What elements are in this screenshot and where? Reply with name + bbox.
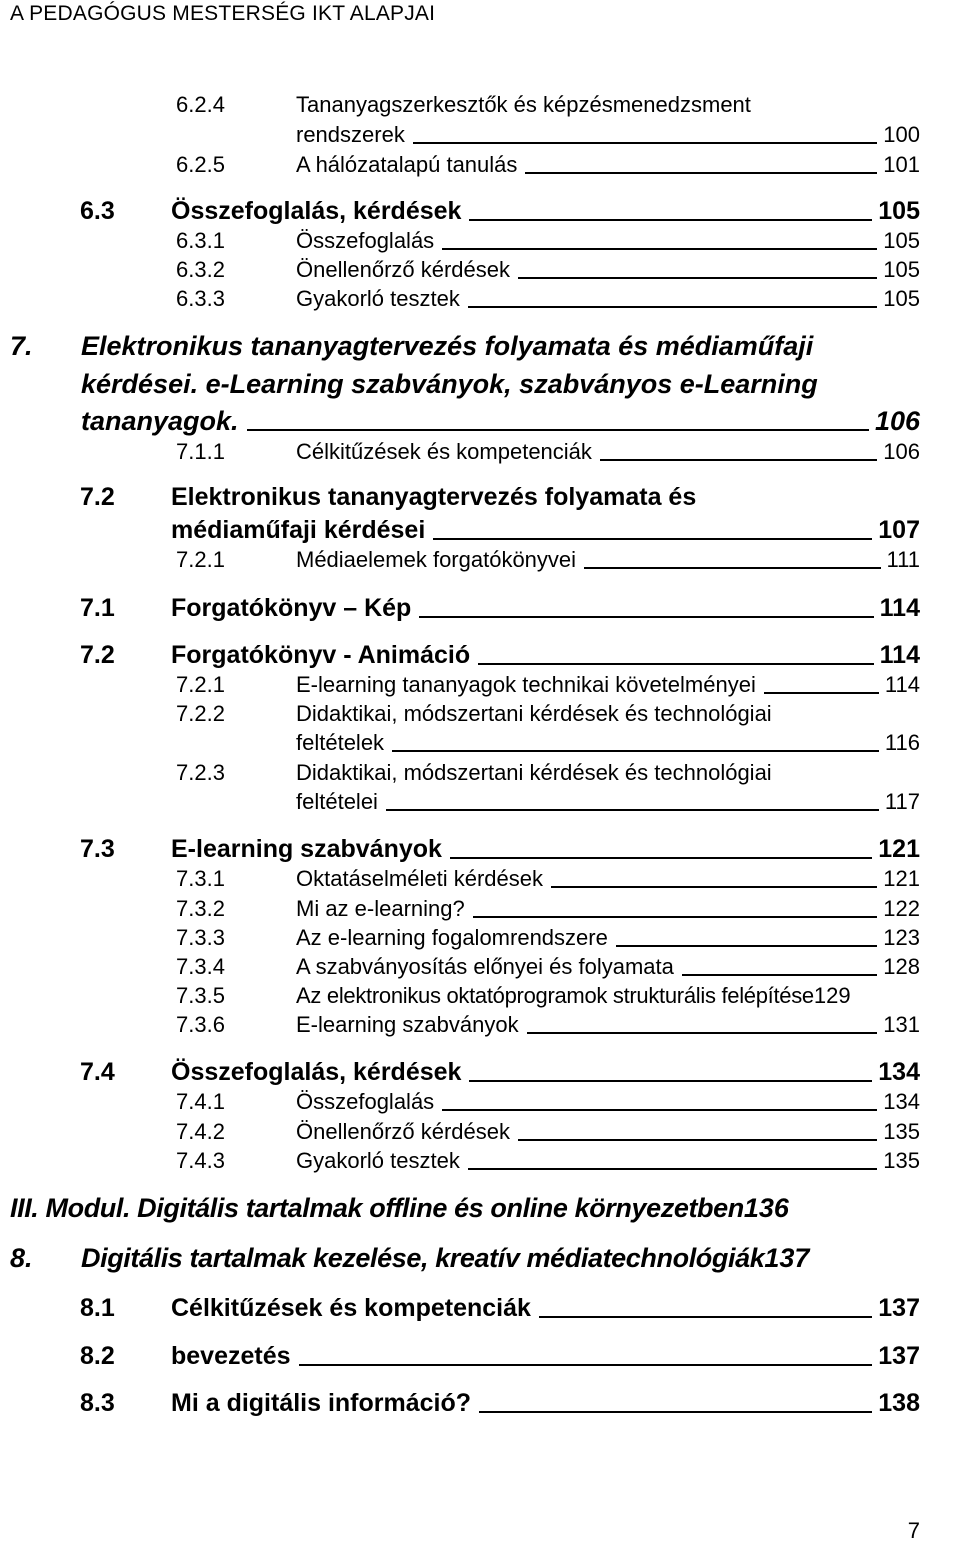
toc-leader-line	[386, 809, 879, 811]
toc-entry	[176, 864, 920, 892]
toc-entry-number: 7.3.2	[176, 896, 225, 921]
toc-entry	[176, 1087, 920, 1115]
toc-entry-title: E-learning szabványok	[171, 835, 442, 863]
toc-leader-line	[468, 1168, 877, 1170]
toc-entry	[176, 981, 956, 1009]
toc-leader-line	[469, 1080, 872, 1082]
toc-leader-line	[473, 916, 878, 918]
toc-entry	[80, 830, 920, 864]
toc-entry-title: tananyagok.	[81, 406, 239, 436]
toc-leader-line	[433, 538, 872, 540]
toc-leader-line	[468, 306, 877, 308]
toc-entry	[80, 1384, 920, 1418]
toc-leader-line	[600, 459, 877, 461]
toc-leader-line	[518, 1139, 877, 1141]
toc-entry-title: Összefoglalás, kérdések	[171, 1058, 462, 1086]
toc-entry	[176, 150, 920, 178]
toc-leader-line	[616, 945, 877, 947]
toc-entry	[176, 1010, 920, 1038]
toc-entry-title: Elektronikus tananyagtervezés folyamata és	[171, 483, 697, 511]
toc-entry-continuation	[296, 728, 920, 756]
toc-entry-number: 7.3	[80, 835, 115, 863]
toc-entry	[80, 478, 920, 512]
toc-entry-title: III. Modul. Digitális tartalmak offline és online környezetben	[10, 1193, 744, 1223]
toc-entry-page: 135	[883, 1148, 920, 1173]
toc-entry-page: 106	[874, 406, 920, 436]
toc-entry-page: 136	[743, 1193, 789, 1223]
toc-leader-line	[764, 692, 879, 694]
page-number: 7	[907, 1518, 920, 1543]
toc-entry-page: 134	[883, 1089, 920, 1114]
toc-entry-title: rendszerek	[296, 122, 405, 147]
toc-entry-number: 7.3.6	[176, 1012, 225, 1037]
toc-entry-number: 7.3.4	[176, 954, 225, 979]
toc-entry-page: 114	[884, 672, 920, 697]
toc-entry-number: 7.4.3	[176, 1148, 225, 1173]
toc-entry-page: 137	[764, 1243, 810, 1273]
toc-entry-number: 6.2.4	[176, 92, 225, 117]
toc-leader-line	[442, 248, 877, 250]
toc-leader-line	[479, 1411, 872, 1413]
toc-entry	[176, 699, 920, 727]
page-header-title: A PEDAGÓGUS MESTERSÉG IKT ALAPJAI	[10, 2, 436, 25]
toc-entry-title: A szabványosítás előnyei és folyamata	[296, 954, 674, 979]
toc-entry-title: Didaktikai, módszertani kérdések és technológiai	[296, 760, 772, 785]
toc-entry-page: 123	[883, 925, 920, 950]
toc-entry	[80, 589, 920, 623]
toc-entry-page: 135	[883, 1119, 920, 1144]
toc-entry-title: Elektronikus tananyagtervezés folyamata és médiaműfaji	[81, 331, 814, 361]
toc-entry-title: E-learning tananyagok technikai követelményei	[296, 672, 756, 697]
toc-entry-title: Összefoglalás	[296, 228, 435, 253]
toc-entry-title: Az elektronikus oktatóprogramok strukturális felépítése	[296, 983, 814, 1008]
toc-entry	[176, 1117, 920, 1145]
toc-leader-line	[392, 750, 879, 752]
toc-entry-page: 121	[883, 866, 920, 891]
toc-entry-number: 8.2	[80, 1342, 115, 1370]
toc-entry-number: 6.3.2	[176, 257, 225, 282]
toc-entry-title: feltételek	[296, 730, 385, 755]
toc-entry-continuation	[296, 120, 920, 148]
toc-entry-title: Összefoglalás	[296, 1089, 435, 1114]
toc-entry-number: 8.	[10, 1243, 33, 1273]
toc-entry-page: 101	[883, 152, 920, 177]
toc-entry-title: Médiaelemek forgatókönyvei	[296, 547, 577, 572]
toc-entry-continuation	[81, 401, 920, 437]
toc-entry-page: 137	[878, 1294, 920, 1322]
toc-leader-line	[442, 1109, 877, 1111]
toc-entry	[176, 226, 920, 254]
toc-entry-title: Tananyagszerkesztők és képzésmenedzsment	[296, 92, 751, 117]
toc-leader-line	[299, 1364, 873, 1366]
toc-entry	[176, 923, 920, 951]
toc-entry-number: 7.2.2	[176, 701, 225, 726]
toc-entry	[80, 636, 920, 670]
toc-entry-page: 105	[878, 197, 920, 225]
toc-entry	[80, 192, 920, 226]
toc-entry	[176, 284, 920, 312]
toc-leader-line	[413, 142, 877, 144]
toc-entry-page: 117	[884, 789, 920, 814]
toc-entry-page: 129	[813, 983, 851, 1008]
toc-entry	[176, 1146, 920, 1174]
toc-entry-title: A hálózatalapú tanulás	[296, 152, 518, 177]
toc-entry	[176, 894, 920, 922]
toc-entry-title: Mi az e-learning?	[296, 896, 465, 921]
toc-entry-title: Didaktikai, módszertani kérdések és technológiai	[296, 701, 772, 726]
toc-entry-number: 6.3.1	[176, 228, 225, 253]
toc-entry-page: 105	[883, 257, 920, 282]
toc-entry-number: 7.2.3	[176, 760, 225, 785]
toc-entry	[176, 952, 920, 980]
toc-chapter-entry	[10, 326, 920, 362]
toc-entry-title: Az e-learning fogalomrendszere	[296, 925, 608, 950]
toc-chapter-entry	[10, 1238, 920, 1274]
toc-entry-page: 111	[886, 547, 920, 572]
toc-entry	[176, 90, 920, 118]
toc-entry-number: 7.3.3	[176, 925, 225, 950]
toc-entry-title: Célkitűzések és kompetenciák	[171, 1294, 531, 1322]
toc-entry	[80, 1337, 920, 1371]
toc-entry-title: Forgatókönyv - Animáció	[171, 641, 471, 669]
toc-entry-page: 134	[878, 1058, 920, 1086]
toc-entry-number: 7.4.2	[176, 1119, 225, 1144]
toc-leader-line	[247, 429, 869, 431]
toc-leader-line	[478, 663, 874, 665]
toc-leader-line	[551, 886, 877, 888]
toc-entry	[80, 1289, 920, 1323]
toc-entry-number: 6.2.5	[176, 152, 225, 177]
toc-entry-page: 121	[878, 835, 920, 863]
toc-entry-number: 8.3	[80, 1389, 115, 1417]
toc-entry-title: E-learning szabványok	[296, 1012, 519, 1037]
toc-entry-page: 131	[883, 1012, 920, 1037]
toc-entry-number: 7.2.1	[176, 672, 225, 697]
toc-leader-line	[584, 567, 881, 569]
toc-entry-number: 7.1	[80, 594, 115, 622]
toc-entry-number: 7.2	[80, 483, 115, 511]
toc-entry-page: 122	[883, 896, 920, 921]
toc-entry	[80, 1053, 920, 1087]
toc-entry-number: 7.2	[80, 641, 115, 669]
toc-entry-continuation	[296, 787, 920, 815]
toc-entry-number: 7.4.1	[176, 1089, 225, 1114]
toc-entry-title: Önellenőrző kérdések	[296, 1119, 511, 1144]
toc-entry-title: feltételei	[296, 789, 378, 814]
toc-entry-number: 7.	[10, 331, 33, 361]
toc-entry-title: Digitális tartalmak kezelése, kreatív médiatechnológiák	[81, 1243, 765, 1273]
toc-leader-line	[419, 616, 873, 618]
toc-leader-line	[525, 172, 877, 174]
toc-entry-page: 114	[879, 641, 920, 669]
toc-leader-line	[469, 219, 872, 221]
toc-entry	[176, 670, 920, 698]
toc-entry-number: 7.3.5	[176, 983, 225, 1008]
toc-entry-title: Gyakorló tesztek	[296, 1148, 460, 1173]
toc-entry	[176, 758, 920, 786]
toc-entry-title: bevezetés	[171, 1342, 291, 1370]
toc-entry-number: 8.1	[80, 1294, 115, 1322]
toc-entry-number: 7.4	[80, 1058, 115, 1086]
toc-entry-title: kérdései. e-Learning szabványok, szabványos e-Learning	[81, 369, 818, 399]
toc-entry-continuation	[81, 364, 920, 400]
toc-entry-page: 105	[883, 286, 920, 311]
toc-entry-number: 7.1.1	[176, 439, 225, 464]
toc-entry-page: 107	[878, 516, 920, 544]
toc-entry-title: médiaműfaji kérdései	[171, 516, 426, 544]
toc-leader-line	[450, 857, 872, 859]
toc-entry-title: Mi a digitális információ?	[171, 1389, 472, 1417]
toc-entry-page: 116	[884, 730, 920, 755]
toc-entry-page: 114	[879, 594, 920, 622]
toc-entry-page: 128	[883, 954, 920, 979]
toc-entry	[176, 437, 920, 465]
toc-leader-line	[527, 1032, 878, 1034]
toc-entry-number: 7.2.1	[176, 547, 225, 572]
toc-entry-number: 6.3.3	[176, 286, 225, 311]
toc-entry-page: 106	[883, 439, 920, 464]
toc-entry	[176, 255, 920, 283]
toc-entry-number: 6.3	[80, 197, 115, 225]
toc-leader-line	[518, 277, 877, 279]
toc-leader-line	[539, 1316, 872, 1318]
toc-entry-title: Oktatáselméleti kérdések	[296, 866, 543, 891]
toc-module-entry	[10, 1188, 920, 1224]
toc-entry-title: Összefoglalás, kérdések	[171, 197, 462, 225]
toc-entry-continuation	[171, 511, 920, 545]
toc-entry-title: Önellenőrző kérdések	[296, 257, 511, 282]
toc-entry-number: 7.3.1	[176, 866, 225, 891]
toc-entry-title: Forgatókönyv – Kép	[171, 594, 412, 622]
toc-entry-page: 138	[878, 1389, 920, 1417]
toc-leader-line	[682, 974, 877, 976]
toc-entry-page: 105	[883, 228, 920, 253]
toc-entry-page: 100	[883, 122, 920, 147]
toc-entry-title: Gyakorló tesztek	[296, 286, 460, 311]
toc-entry-page: 137	[878, 1342, 920, 1370]
toc-entry-title: Célkitűzések és kompetenciák	[296, 439, 592, 464]
toc-entry	[176, 545, 920, 573]
